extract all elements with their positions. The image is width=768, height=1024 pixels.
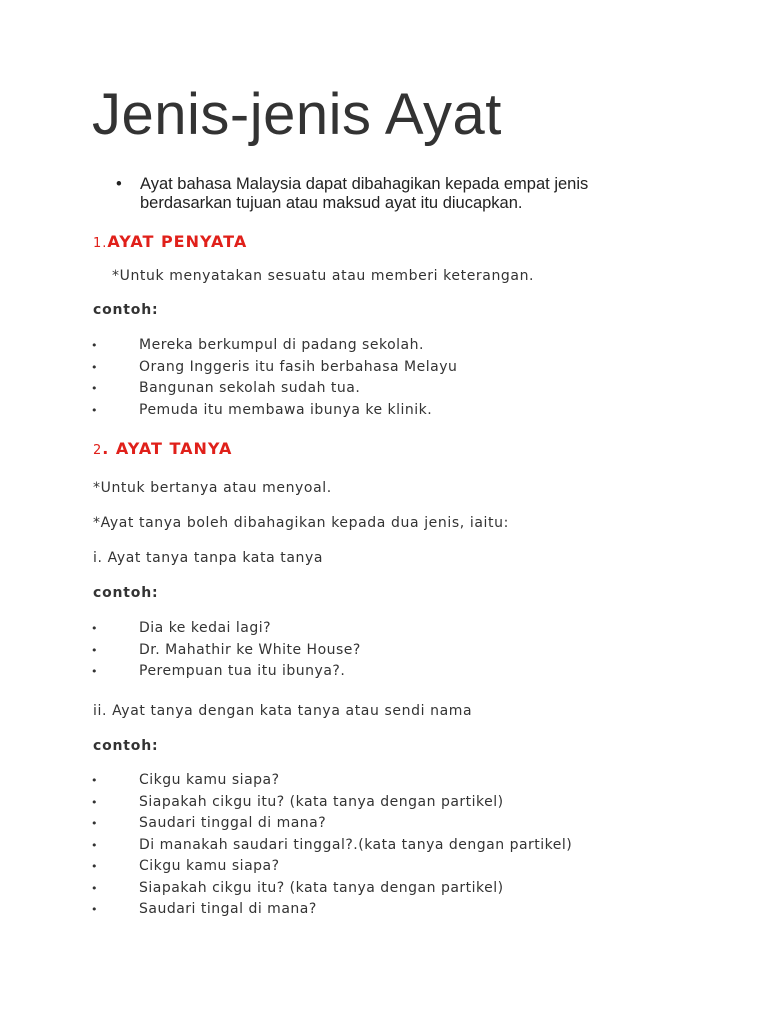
bullet-dot: • [116,175,122,193]
list-item: • Pemuda itu membawa ibunya ke klinik. [91,401,433,418]
list-item: • Saudari tinggal di mana? [91,815,327,831]
list-item: • Cikgu kamu siapa? [91,858,280,874]
list-item: • Saudari tingal di mana? [91,901,317,917]
list-item: • Mereka berkumpul di padang sekolah. [91,337,424,353]
list-item: • Siapakah cikgu itu? (kata tanya dengan partikel) [91,879,504,896]
section-1-title: AYAT PENYATA [107,232,248,251]
subsection-2-heading: ii. Ayat tanya dengan kata tanya atau sendi nama [93,703,473,719]
subsection-1-example-label: contoh: [93,585,159,601]
list-item: • Di manakah saudari tinggal?.(kata tanya dengan partikel) [91,836,573,853]
list-item: • Dia ke kedai lagi? [91,620,272,636]
list-item: • Orang Inggeris itu fasih berbahasa Melayu [91,358,458,375]
section-2-heading [93,439,232,458]
list-item: • Perempuan tua itu ibunya?. [91,663,346,679]
subsection-2-examples [91,770,691,921]
section-1-description: *Untuk menyatakan sesuatu atau memberi keterangan. [112,268,535,284]
subsection-1-heading: i. Ayat tanya tanpa kata tanya [93,550,324,566]
subsection-1-examples [91,618,691,683]
section-2-description: *Untuk bertanya atau menyoal. [93,480,332,496]
intro-bullet [116,175,636,213]
intro-text: Ayat bahasa Malaysia dapat dibahagikan kepada empat jenis berdasarkan tujuan atau maksud ayat itu diucapkan. [140,175,589,212]
section-1-example-label: contoh: [93,302,159,318]
section-1-heading [93,232,247,251]
section-2-title: . AYAT TANYA [102,439,233,458]
subsection-2-example-label: contoh: [93,738,159,754]
section-2-number: 2 [93,443,103,458]
list-item: • Dr. Mahathir ke White House? [91,641,361,658]
page-title: Jenis-jenis Ayat [92,82,502,147]
section-1-number: 1. [93,236,108,251]
section-2-note: *Ayat tanya boleh dibahagikan kepada dua jenis, iaitu: [93,515,509,531]
section-1-examples [91,335,691,421]
list-item: • Bangunan sekolah sudah tua. [91,380,361,396]
list-item: • Siapakah cikgu itu? (kata tanya dengan partikel) [91,793,504,810]
list-item: • Cikgu kamu siapa? [91,772,280,788]
